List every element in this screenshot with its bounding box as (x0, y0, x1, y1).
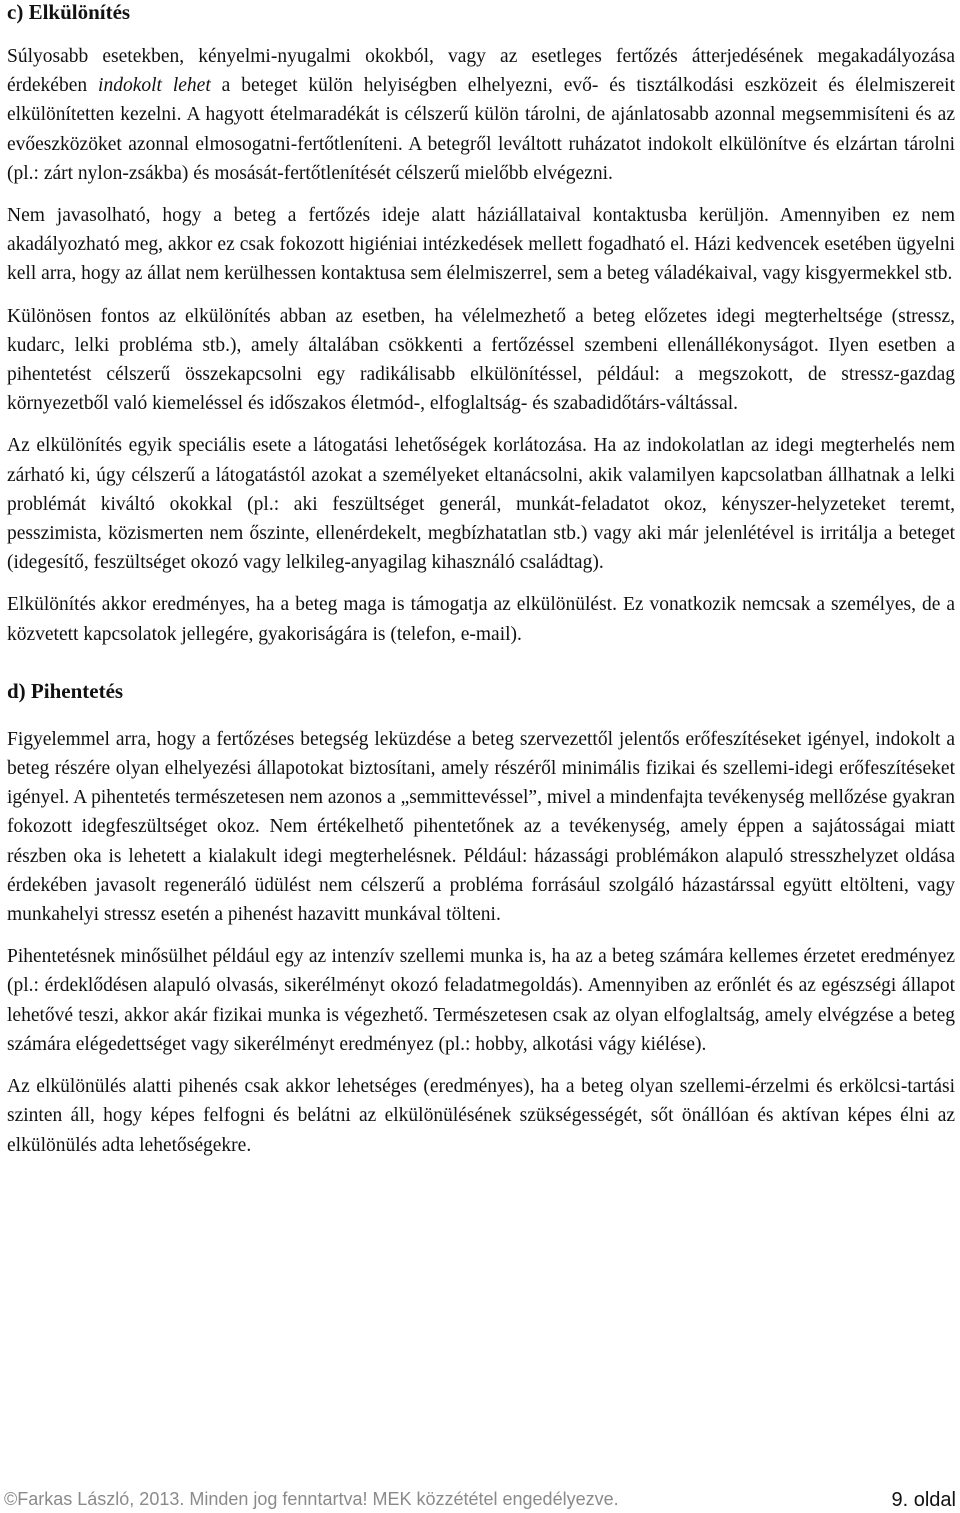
section-d-paragraph-2: Pihentetésnek minősülhet például egy az intenzív szellemi munka is, ha az a beteg számára kellemes érzetet eredményez (pl.: érdeklődésen alapuló olvasás, sikerélményt okozó feladatmegoldás). Amennyiben az erőnlét és az egészségi állapot lehetővé teszi, akkor akár fizikai munka is végezhető. Természetesen csak az olyan elfoglaltság, amely elvégzése a beteg számára elégedettséget vagy sikerélményt eredményez (pl.: hobby, alkotási vágy kiélése). (7, 946, 955, 1055)
section-c-paragraph-5: Elkülönítés akkor eredményes, ha a beteg maga is támogatja az elkülönülést. Ez vonatkozik nemcsak a személyes, de a közvetett kapcsolatok jellegére, gyakoriságára is (telefon, e-mail). (7, 594, 955, 645)
emphasized-text: indokolt lehet (98, 75, 211, 97)
section-d-paragraph-3: Az elkülönülés alatti pihenés csak akkor lehetséges (eredményes), ha a beteg olyan szellemi-érzelmi és erkölcsi-tartási szinten áll, hogy képes felfogni és belátni az elkülönülésének szükségességét, sőt önállóan és aktívan képes élni az elkülönülés adta lehetőségekre. (7, 1076, 955, 1156)
paragraph-text: Súlyosabb esetekben, kényelmi-nyugalmi okokból, vagy az esetleges fertőzés átterjedésének megakadályozása érdekében (7, 46, 955, 97)
section-d-paragraph-1: Figyelemmel arra, hogy a fertőzéses betegség leküzdése a beteg szervezettől jelentős erőfeszítéseket igényel, indokolt a beteg részére olyan elhelyezési állapotokat biztosítani, amely részéről minimális fizikai és szellemi-idegi erőfeszítéseket igényel. A pihentetés természetesen nem azonos a „semmittevéssel”, mivel a mindenfajta tevékenység mellőzése gyakran fokozott idegfeszültséget okoz. Nem értékelhető pihentetőnek az a tevékenység, amely éppen a sajátosságai miatt részben oka is lehetett a kialakult idegi megterhelésnek. Például: házassági problémákon alapuló stresszhelyzet oldása érdekében javasolt regeneráló üdülést nem célszerű a probléma forrásául szolgáló házastárssal együtt eltölteni, vagy munkahelyi stressz esetén a pihenést hazavitt munkával tölteni. (7, 728, 955, 926)
section-c-paragraph-2: Nem javasolható, hogy a beteg a fertőzés ideje alatt háziállataival kontaktusba kerüljön. Amennyiben ez nem akadályozható meg, akkor ez csak fokozott higiéniai intézkedések mellett fogadható el. Házi kedvencek esetében ügyelni kell arra, hogy az állat nem kerülhessen kontaktusa sem élelmiszerrel, sem a beteg váladékaival, vagy kisgyermekkel stb. (7, 205, 955, 285)
paragraph-text: a beteget külön helyiségben elhelyezni, evő- és tisztálkodási eszközeit és élelmiszereit elkülönítetten kezelni. A hagyott ételmaradékát is célszerű külön tárolni, de ajánlatosabb azonnal megsemmisíteni és az evőeszközöket azonnal elmosogatni-fertőtleníteni. A betegről leváltott ruházatot indokolt elkülönítve és elzártan tárolni (pl.: zárt nylon-zsákba) és mosását-fertőtlenítését célszerű mielőbb elvégezni. (7, 75, 955, 184)
document-page (7, 0, 955, 1160)
section-c-heading: c) Elkülönítés (7, 0, 131, 24)
section-c-paragraph-4: Az elkülönítés egyik speciális esete a látogatási lehetőségek korlátozása. Ha az indokolatlan az idegi megterhelés nem zárható ki, úgy célszerű a látogatástól azokat a személyeket eltanácsolni, akik valamilyen kapcsolatban állhatnak a lelki problémát kiváltó okokkal (pl.: aki feszültséget generál, munkát-feladatot okoz, kényszer-helyzeteket teremt, pesszimista, közismerten nem őszinte, ellenérdekelt, megbízhatatlan stb.) vagy aki már jelenlétével is irritálja a beteget (idegesítő, feszültséget okozó vagy lelkileg-anyagilag kihasználó családtag). (7, 435, 955, 574)
section-c-paragraph-3: Különösen fontos az elkülönítés abban az esetben, ha vélelmezhető a beteg előzetes idegi megterheltsége (stressz, kudarc, lelki probléma stb.), amely általában csökkenti a fertőzéssel szembeni ellenállékonyságot. Ilyen esetben a pihentetést célszerű összekapcsolni egy radikálisabb elkülönítéssel, például: a megszokott, de stressz-gazdag környezetből való kiemeléssel és időszakos életmód-, elfoglaltság- és szabadidőtárs-váltással. (7, 305, 955, 415)
copyright-footer: ©Farkas László, 2013. Minden jog fenntartva! MEK közzététel engedélyezve. (4, 1489, 619, 1509)
section-c-paragraph-1 (7, 42, 955, 188)
section-d-heading: d) Pihentetés (7, 678, 124, 703)
page-number: 9. oldal (891, 1489, 956, 1511)
